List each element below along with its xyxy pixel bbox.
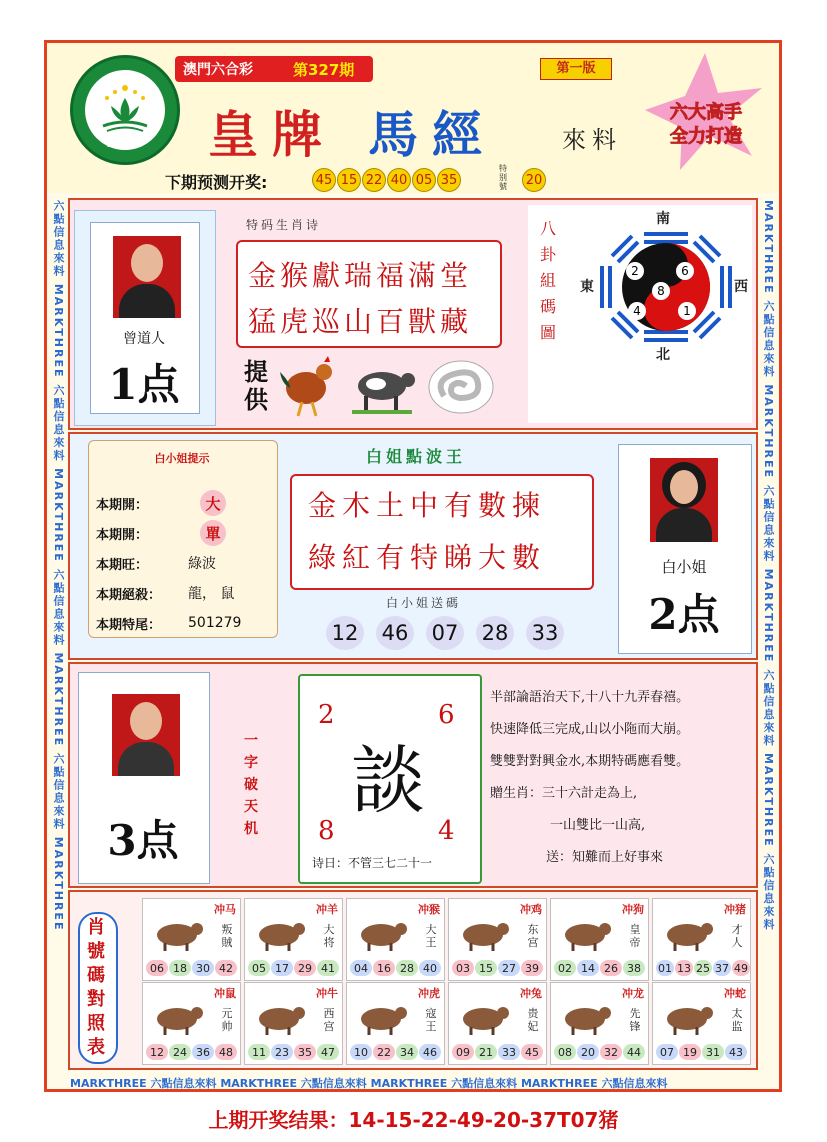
corner-number-bottom-right: 4 — [438, 816, 455, 846]
zodiac-number: 19 — [679, 1044, 701, 1060]
zodiac-number: 45 — [521, 1044, 543, 1060]
zodiac-numbers — [452, 960, 543, 976]
center-character: 談 — [351, 738, 425, 824]
zodiac-cell — [346, 982, 445, 1065]
lottery-name-banner — [175, 56, 373, 82]
send-number: 33 — [526, 616, 564, 650]
prediction-ball: 40 — [387, 168, 411, 192]
zodiac-numbers — [452, 1044, 543, 1060]
emblem-text: MACAU — [106, 140, 144, 150]
tips-value: 501279 — [188, 615, 242, 631]
zodiac-numbers — [350, 960, 441, 976]
bagua-title-char: 碼 — [540, 297, 557, 316]
zodiac-title: 才人 — [731, 923, 743, 949]
prediction-numbers — [312, 168, 462, 192]
zodiac-cell — [244, 982, 343, 1065]
zodiac-number: 33 — [498, 1044, 520, 1060]
zodiac-chong: 冲猴 — [418, 903, 440, 916]
section1-poem-line2: 猛虎巡山百獸藏 — [248, 305, 473, 338]
zodiac-cell — [244, 898, 343, 981]
tips-value: 單 — [200, 520, 226, 546]
section1-poem-line1: 金猴獻瑞福滿堂 — [248, 259, 473, 292]
section1-photo-body — [119, 284, 175, 318]
corner-number-bottom-left: 8 — [318, 816, 335, 846]
prediction-ball: 22 — [362, 168, 386, 192]
section3-line: 半部論語治天下,十八十九弄春禧。 — [490, 690, 690, 705]
zodiac-number: 20 — [577, 1044, 599, 1060]
bagua-south: 南 — [656, 211, 670, 227]
zodiac-numbers — [656, 960, 750, 976]
zodiac-number: 11 — [248, 1044, 270, 1060]
zodiac-number: 12 — [146, 1044, 168, 1060]
zodiac-animal-icon — [151, 913, 206, 953]
zodiac-number: 26 — [600, 960, 622, 976]
zodiac-number: 25 — [696, 961, 710, 975]
zodiac-number: 31 — [702, 1044, 724, 1060]
zodiac-chong: 冲狗 — [622, 903, 644, 916]
prediction-ball: 45 — [312, 168, 336, 192]
zodiac-number: 38 — [623, 960, 645, 976]
tips-row — [96, 578, 241, 608]
send-number: 46 — [376, 616, 414, 650]
zodiac-number: 48 — [215, 1044, 237, 1060]
zodiac-numbers — [350, 1044, 441, 1060]
tips-title: 白小姐提示 — [154, 452, 210, 465]
zodiac-number: 02 — [554, 960, 576, 976]
source-label: 來料 — [562, 126, 622, 154]
zodiac-chong: 冲兔 — [520, 987, 542, 1000]
zodiac-number: 24 — [169, 1044, 191, 1060]
zodiac-number: 17 — [271, 960, 293, 976]
vertical-label-char: 机 — [244, 821, 258, 837]
send-number: 28 — [476, 616, 514, 650]
left-side-text: 六點信息來料 MARKTHREE 六點信息來料 MARKTHREE 六點信息來料 MARKTHREE 六點信息來料 MARKTHREE — [52, 200, 65, 932]
section2-poem-line2: 綠紅有特睇大數 — [308, 541, 547, 574]
zodiac-title: 大王 — [425, 923, 437, 949]
bagua-title-char: 圖 — [540, 323, 557, 342]
special-label-2: 别 — [499, 173, 507, 182]
section1-provide-label: 提供 — [244, 358, 268, 414]
zodiac-chong: 冲龙 — [622, 987, 644, 1000]
zodiac-number: 42 — [215, 960, 237, 976]
zodiac-side-char: 照 — [87, 1013, 105, 1034]
zodiac-chong: 冲蛇 — [724, 987, 746, 1000]
center-title: 白姐點波王 — [366, 447, 467, 466]
zodiac-animal-icon — [355, 997, 410, 1037]
section2-photo-face — [670, 470, 698, 504]
bagua-number-2: 2 — [626, 262, 644, 280]
bagua-number-8: 8 — [652, 282, 670, 300]
tips-row — [96, 608, 241, 638]
zodiac-cell — [142, 982, 241, 1065]
special-label-3: 號 — [499, 182, 507, 191]
slogan-line1: 六大高手 — [670, 102, 742, 123]
issue-number: 第327期 — [293, 60, 355, 79]
zodiac-number: 07 — [656, 1044, 678, 1060]
zodiac-side-char: 肖 — [87, 917, 105, 938]
zodiac-number: 29 — [294, 960, 316, 976]
zodiac-side-char: 對 — [87, 989, 105, 1010]
tips-value: 綠波 — [188, 556, 216, 572]
zodiac-chong: 冲马 — [214, 903, 236, 916]
send-label: 白小姐送碼 — [386, 596, 462, 610]
zodiac-number: 18 — [169, 960, 191, 976]
bagua-number-6: 6 — [676, 262, 694, 280]
special-label-1: 特 — [499, 164, 507, 173]
section3-photo-body — [118, 742, 174, 776]
prediction-ball: 05 — [412, 168, 436, 192]
zodiac-number: 04 — [350, 960, 372, 976]
bagua-east: 東 — [580, 279, 594, 295]
zodiac-cell — [448, 982, 547, 1065]
bagua-west: 西 — [734, 279, 748, 295]
zodiac-cell — [550, 982, 649, 1065]
zodiac-grid — [142, 898, 754, 1066]
last-result: 上期开奖结果：14-15-22-49-20-37T07猪 — [208, 1108, 619, 1132]
corner-number-top-left: 2 — [318, 700, 335, 730]
zodiac-number: 27 — [498, 960, 520, 976]
title-part1: 皇牌 — [208, 105, 336, 164]
special-number: 20 — [522, 168, 546, 192]
bottom-side-text: MARKTHREE 六點信息來料 MARKTHREE 六點信息來料 MARKTHREE 六點信息來料 MARKTHREE 六點信息來料 — [70, 1077, 668, 1089]
zodiac-title: 太监 — [731, 1007, 743, 1033]
zodiac-number: 05 — [248, 960, 270, 976]
zodiac-chong: 冲虎 — [418, 987, 440, 1000]
zodiac-cell — [652, 982, 751, 1065]
zodiac-number: 32 — [600, 1044, 622, 1060]
zodiac-side-char: 表 — [87, 1037, 105, 1058]
zodiac-animal-icon — [253, 913, 308, 953]
zodiac-numbers — [656, 1044, 747, 1060]
corner-number-top-right: 6 — [438, 700, 455, 730]
tips-labels — [96, 488, 241, 638]
section2-poem-line1: 金木土中有數揀 — [308, 489, 547, 522]
zodiac-animal-icon — [661, 913, 716, 953]
zodiac-numbers — [554, 1044, 645, 1060]
bagua-title-char: 卦 — [540, 245, 557, 264]
slogan-line2: 全力打造 — [670, 126, 742, 147]
bagua-number-1: 1 — [678, 302, 696, 320]
section3-line: 贈生肖：三十六計走為上, — [490, 786, 638, 801]
section1-photo-face — [131, 244, 163, 282]
section3-line: 一山雙比一山高, — [550, 818, 646, 833]
zodiac-chong: 冲牛 — [316, 987, 338, 1000]
bagua-title-char: 八 — [540, 219, 557, 238]
special-label — [499, 164, 509, 191]
zodiac-title: 叛賊 — [221, 923, 233, 949]
zodiac-chong: 冲猪 — [724, 903, 746, 916]
zodiac-animal-icon — [355, 913, 410, 953]
zodiac-number: 23 — [271, 1044, 293, 1060]
section2-photo-body — [656, 508, 712, 542]
bagua-title — [540, 216, 562, 346]
zodiac-animal-icon — [661, 997, 716, 1037]
zodiac-title: 贵妃 — [527, 1007, 539, 1033]
vertical-label-char: 一 — [244, 733, 258, 749]
zodiac-title: 先锋 — [629, 1007, 641, 1033]
bagua-north: 北 — [656, 347, 670, 363]
zodiac-number: 43 — [725, 1044, 747, 1060]
zodiac-chong: 冲鸡 — [520, 903, 542, 916]
zodiac-animal-icon — [151, 997, 206, 1037]
zodiac-cell — [142, 898, 241, 981]
zodiac-cell — [652, 898, 751, 981]
vertical-label-char: 字 — [244, 755, 258, 771]
poem-hint: 诗日：不管三七二十一 — [312, 856, 433, 870]
tips-label: 本期旺： — [96, 557, 149, 573]
zodiac-animal-icon — [457, 913, 512, 953]
tips-label: 本期開： — [96, 527, 149, 543]
edition-badge: 第一版 — [540, 58, 612, 80]
send-number: 12 — [326, 616, 364, 650]
section3-line: 快速降低三完成,山以小陁而大崩。 — [490, 722, 690, 737]
zodiac-number: 41 — [317, 960, 339, 976]
rooster-icon — [270, 352, 344, 418]
zodiac-animal-icon — [559, 997, 614, 1037]
tips-value: 龍， 鼠 — [188, 586, 235, 602]
snake-icon — [424, 356, 498, 418]
prediction-ball: 35 — [437, 168, 461, 192]
zodiac-cell — [448, 898, 547, 981]
zodiac-number: 37 — [715, 961, 729, 975]
zodiac-title: 东宫 — [527, 923, 539, 949]
zodiac-number: 44 — [623, 1044, 645, 1060]
zodiac-animal-icon — [457, 997, 512, 1037]
section3-line: 雙雙對對興金水,本期特碼應看雙。 — [490, 754, 690, 769]
tips-value: 大 — [200, 490, 226, 516]
zodiac-numbers — [248, 1044, 339, 1060]
lottery-name: 澳門六合彩 — [183, 62, 253, 78]
send-number: 07 — [426, 616, 464, 650]
zodiac-number: 28 — [396, 960, 418, 976]
section2-points: 2点 — [648, 590, 720, 639]
tips-label: 本期開： — [96, 497, 149, 513]
zodiac-number: 10 — [350, 1044, 372, 1060]
zodiac-number: 39 — [521, 960, 543, 976]
zodiac-animal-icon — [253, 997, 308, 1037]
section3-photo — [112, 694, 180, 776]
lotus-icon — [93, 80, 157, 136]
section3-vertical-label — [242, 730, 260, 840]
tips-row — [96, 548, 241, 578]
section3-line: 送：知難而上好事來 — [546, 850, 664, 865]
send-numbers — [326, 616, 564, 650]
zodiac-number: 06 — [146, 960, 168, 976]
zodiac-side-char: 碼 — [87, 965, 105, 986]
section2-name: 白小姐 — [661, 558, 707, 576]
tips-row — [96, 488, 241, 518]
tips-label: 本期特尾： — [96, 617, 162, 633]
right-side-text: MARKTHREE 六點信息來料 MARKTHREE 六點信息來料 MARKTHREE 六點信息來料 MARKTHREE 六點信息來料 — [762, 200, 775, 932]
zodiac-numbers — [554, 960, 645, 976]
ox-icon — [346, 360, 420, 416]
zodiac-side-label — [78, 916, 114, 1060]
tips-label: 本期絕殺： — [96, 587, 162, 603]
section2-photo — [650, 458, 718, 542]
zodiac-animal-icon — [559, 913, 614, 953]
zodiac-title: 寇王 — [425, 1007, 437, 1033]
bagua-number-4: 4 — [628, 302, 646, 320]
zodiac-numbers — [146, 1044, 237, 1060]
zodiac-number: 46 — [419, 1044, 441, 1060]
zodiac-number: 49 — [734, 961, 748, 975]
bagua-title-char: 組 — [540, 271, 557, 290]
zodiac-number: 01 — [658, 961, 672, 975]
zodiac-cell — [346, 898, 445, 981]
section3-photo-face — [130, 702, 162, 740]
section3-lines — [490, 682, 758, 874]
zodiac-number: 13 — [677, 961, 691, 975]
title-part2: 馬經 — [368, 105, 496, 164]
zodiac-title: 元帅 — [221, 1007, 233, 1033]
zodiac-number: 08 — [554, 1044, 576, 1060]
prediction-ball: 15 — [337, 168, 361, 192]
zodiac-title: 西宫 — [323, 1007, 335, 1033]
zodiac-number: 16 — [373, 960, 395, 976]
section1-name: 曾道人 — [123, 331, 165, 347]
section1-photo — [113, 236, 181, 318]
zodiac-chong: 冲羊 — [316, 903, 338, 916]
zodiac-number: 30 — [192, 960, 214, 976]
macau-emblem — [70, 55, 180, 165]
zodiac-number: 36 — [192, 1044, 214, 1060]
zodiac-number: 15 — [475, 960, 497, 976]
zodiac-number: 40 — [419, 960, 441, 976]
zodiac-number: 09 — [452, 1044, 474, 1060]
zodiac-number: 35 — [294, 1044, 316, 1060]
section3-points: 3点 — [107, 816, 179, 865]
zodiac-number: 03 — [452, 960, 474, 976]
vertical-label-char: 天 — [244, 799, 258, 815]
section1-subtitle: 特码生肖诗 — [246, 218, 322, 232]
zodiac-title: 皇帝 — [629, 923, 641, 949]
zodiac-chong: 冲鼠 — [214, 987, 236, 1000]
zodiac-number: 14 — [577, 960, 599, 976]
vertical-label-char: 破 — [244, 777, 258, 793]
tips-row — [96, 518, 241, 548]
zodiac-number: 21 — [475, 1044, 497, 1060]
zodiac-numbers — [248, 960, 339, 976]
zodiac-side-char: 號 — [87, 941, 105, 962]
prediction-label: 下期预测开奖: — [165, 173, 268, 192]
section1-points: 1点 — [108, 360, 180, 409]
zodiac-number: 22 — [373, 1044, 395, 1060]
zodiac-number: 47 — [317, 1044, 339, 1060]
zodiac-numbers — [146, 960, 237, 976]
zodiac-title: 大将 — [323, 923, 335, 949]
zodiac-number: 34 — [396, 1044, 418, 1060]
zodiac-cell — [550, 898, 649, 981]
